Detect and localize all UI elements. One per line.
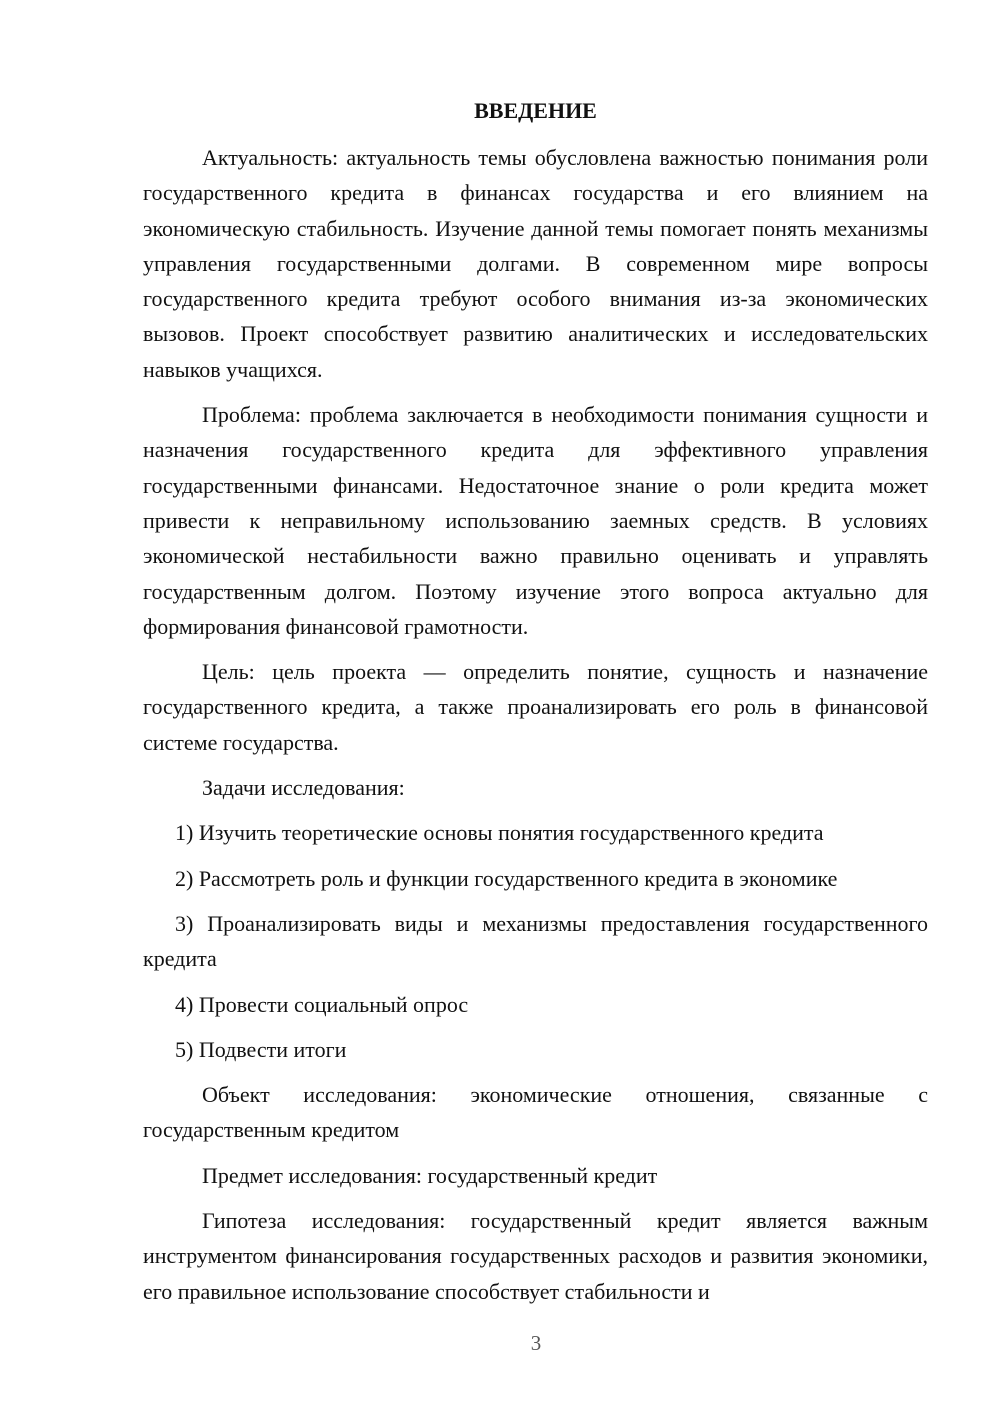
paragraph-object: Объект исследования: экономические отношения, связанные с государственным кредитом (143, 1082, 928, 1143)
paragraph-tasks-heading: Задачи исследования: (202, 775, 405, 801)
task-item-5: 5) Подвести итоги (175, 1036, 347, 1062)
paragraph-problem: Проблема: проблема заключается в необходимости понимания сущности и назначения государственного кредита для эффективного управления государственными финансами. Недостаточное знание о роли кредита может привести к неправильному использованию заемных средств. В условиях экономической нестабильности важно правильно оценивать и управлять государственным долгом. Поэтому изучение этого вопроса актуально для формирования финансовой грамотности. (143, 402, 928, 639)
document-body (143, 140, 928, 1319)
page-title: ВВЕДЕНИЕ (474, 98, 597, 123)
page-number: 3 (530, 1331, 542, 1355)
task-item-1: 1) Изучить теоретические основы понятия государственного кредита (175, 820, 824, 846)
paragraph-hypothesis: Гипотеза исследования: государственный кредит является важным инструментом финансирования государственных расходов и развития экономики, его правильное использование способствует стабильности и (143, 1208, 928, 1304)
task-item-2: 2) Рассмотреть роль и функции государственного кредита в экономике (175, 865, 838, 891)
task-item-3: 3) Проанализировать виды и механизмы предоставления государственного кредита (143, 910, 928, 972)
paragraph-subject: Предмет исследования: государственный кредит (202, 1162, 658, 1188)
paragraph-goal: Цель: цель проекта — определить понятие, сущность и назначение государственного кредита, а также проанализировать его роль в финансовой системе государства. (143, 659, 928, 755)
task-item-4: 4) Провести социальный опрос (175, 991, 469, 1017)
paragraph-relevance: Актуальность: актуальность темы обусловлена важностью понимания роли государственного кредита в финансах государства и его влиянием на экономическую стабильность. Изучение данной темы помогает понять механизмы управления государственными долгами. В современном мире вопросы государственного кредита требуют особого внимания из-за экономических вызовов. Проект способствует развитию аналитических и исследовательских навыков учащихся. (143, 145, 928, 382)
